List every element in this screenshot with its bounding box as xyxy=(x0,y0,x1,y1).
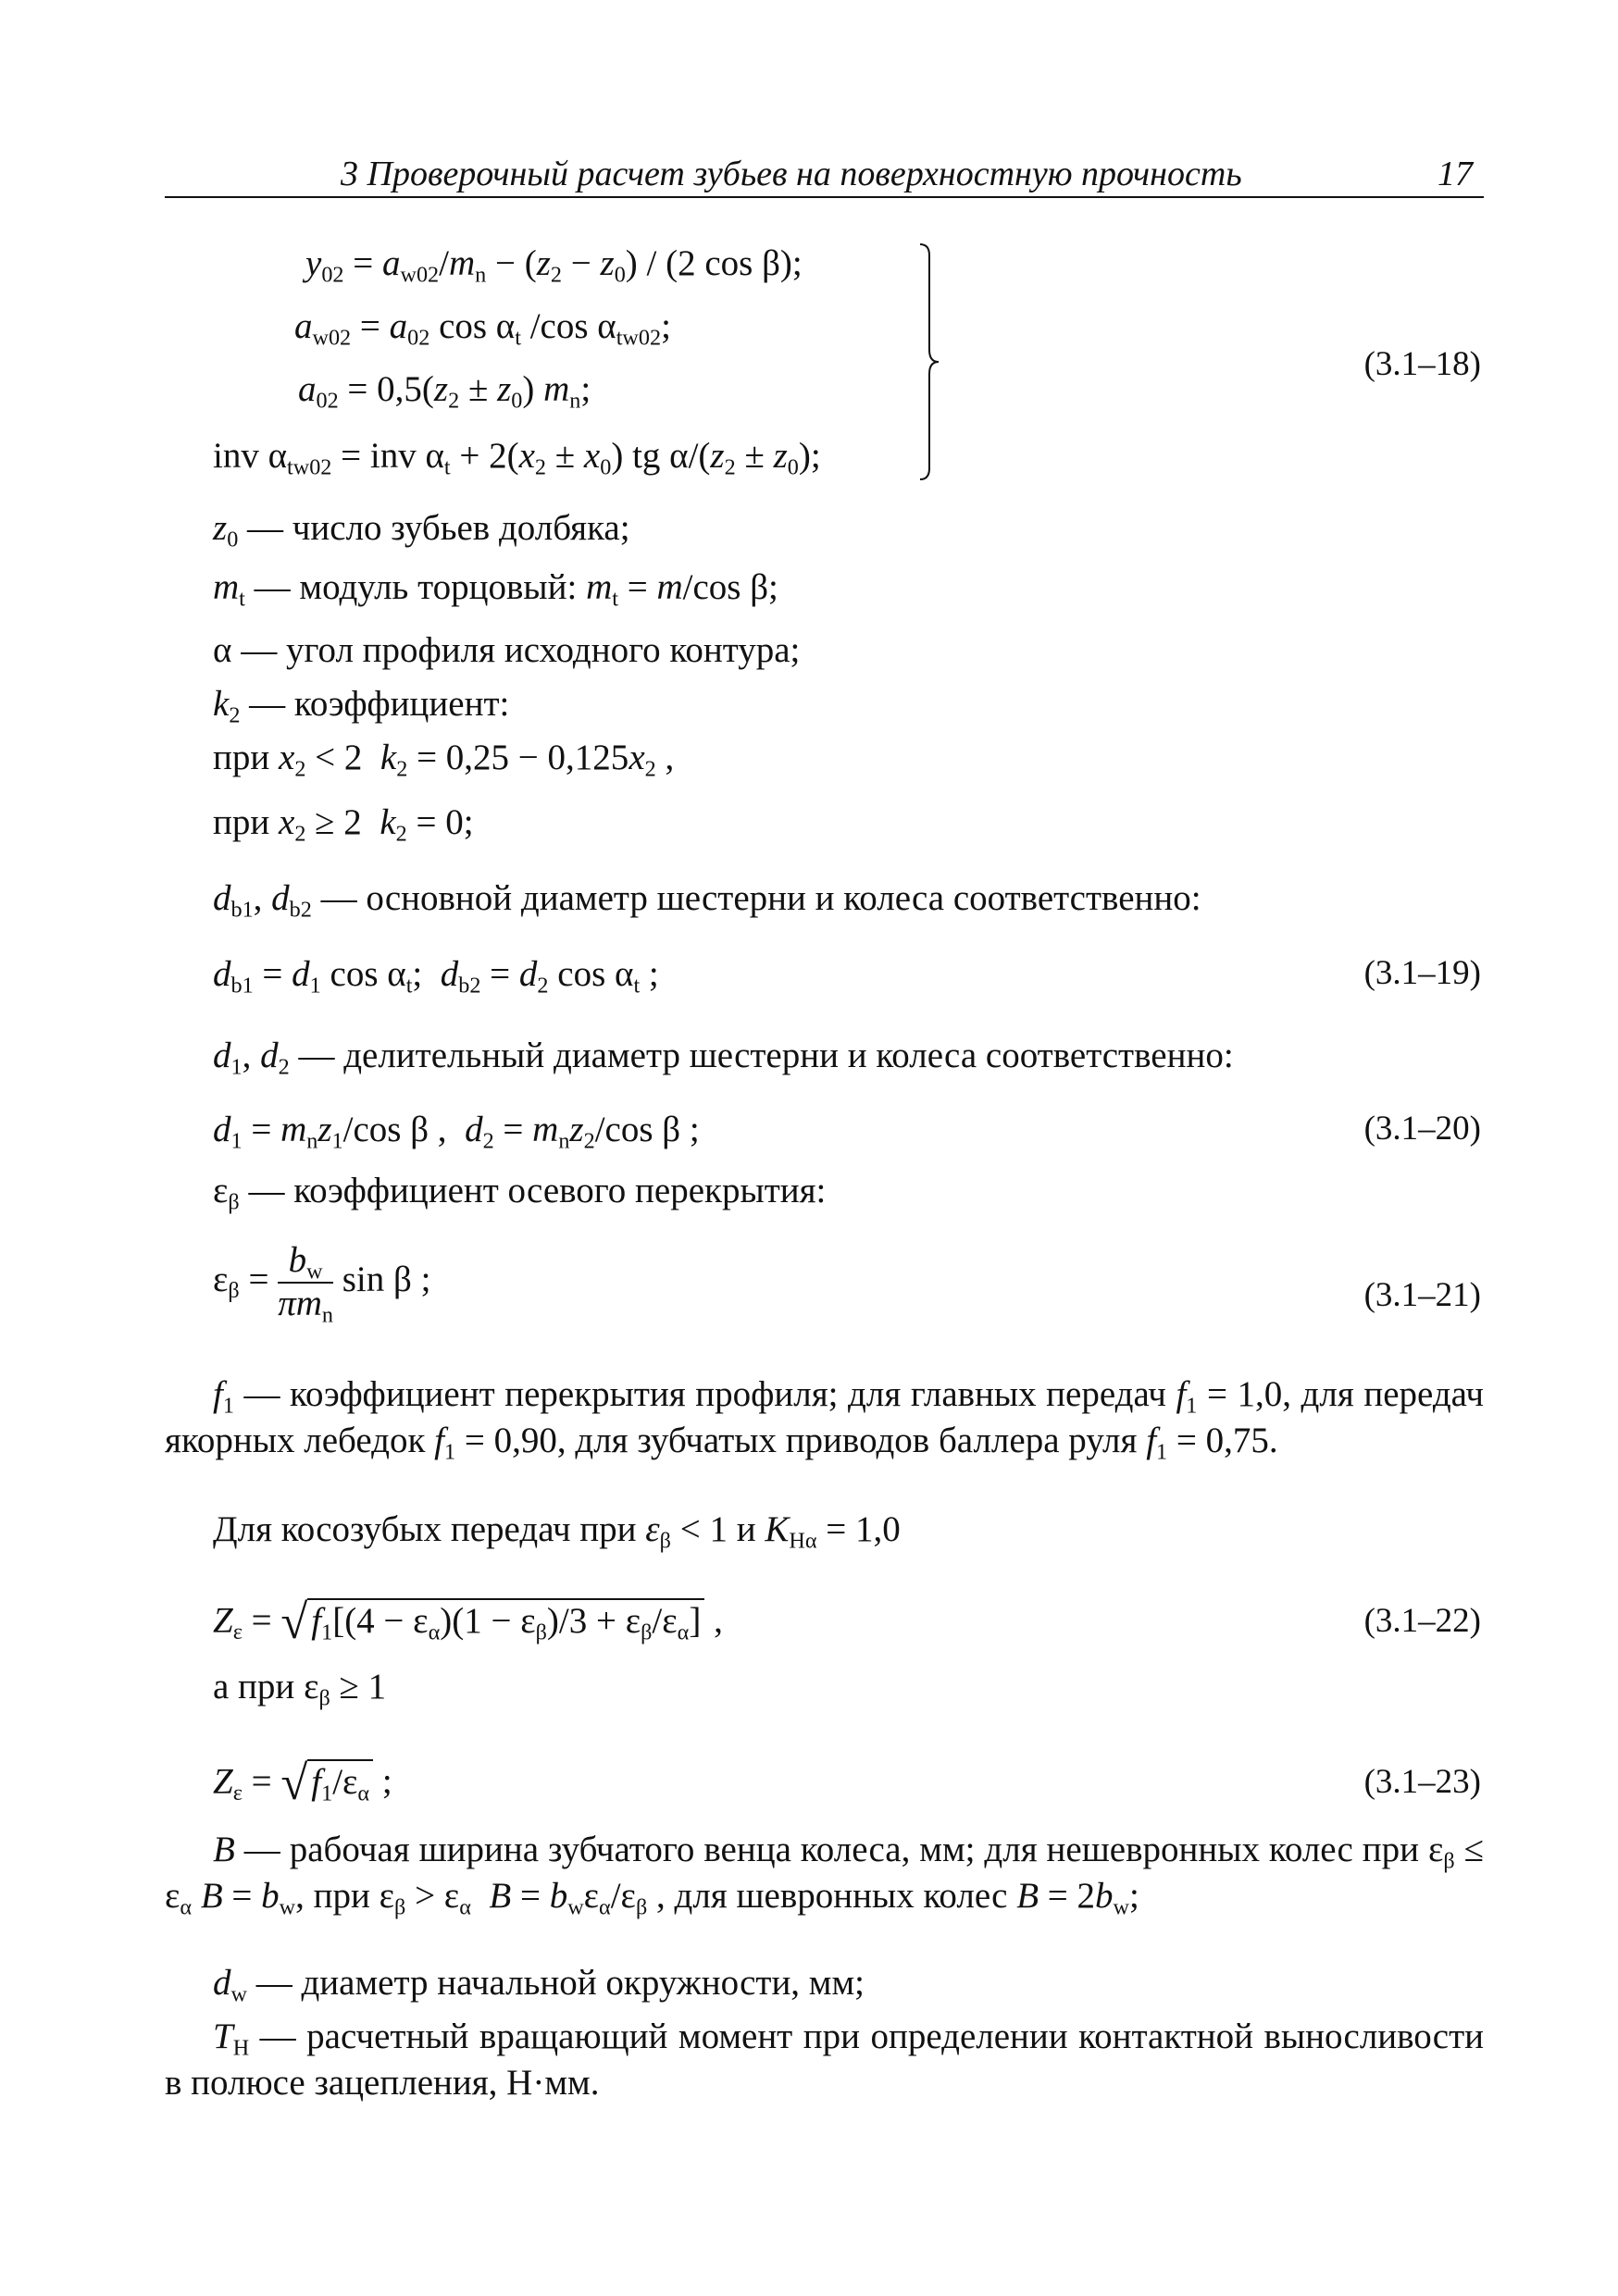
k2-case-1: при $x_2 < 2$ $k_2 = 0,25 - 0,125x_2$ , xyxy=(213,738,675,782)
header-rule xyxy=(165,196,1484,198)
formula-z-eps-22: $Z_\varepsilon$ = √ $f_1[(4 - \varepsilon_\alpha)(1 - \varepsilon_\beta)/3 + \varepsilon_\beta/\varepsilon_\alpha]$ , xyxy=(213,1595,723,1649)
f1-text-c: = 0,90, для зубчатых приводов баллера руля xyxy=(464,1421,1138,1460)
formula-d: $d_1 = m_nz_1/\cos$ β , $d_2 = m_nz_2/\cos$ β ; xyxy=(213,1110,700,1154)
dw-definition-text: — диаметр начальной окружности, мм; xyxy=(255,1963,865,2003)
equation-brace xyxy=(918,242,940,481)
b-paragraph: B — рабочая ширина зубчатого венца колеса, мм; для нешевронных колес при $\varepsilon_\beta \le \varepsilon_\alpha$ $B = b_w$, при $\varepsilon_\beta > \varepsilon_\alpha$ $B = b_w\varepsilon_\alpha/\varepsilon_\beta$ , для шевронных колес $B = 2b_w$; xyxy=(165,1830,1485,1920)
f1-text-d: = 0,75. xyxy=(1176,1421,1278,1460)
equation-number-23: (3.1–23) xyxy=(1363,1763,1481,1801)
f1-text-a: — коэффициент перекрытия профиля; для главных передач xyxy=(243,1374,1166,1414)
db-definition-text: — основной диаметр шестерни и колеса соответственно: xyxy=(320,878,1201,918)
th-text: — расчетный вращающий момент при определении контактной выносливости в полюсе зацепления, Н·мм. xyxy=(165,2017,1484,2103)
f1-paragraph: $f_1$ — коэффициент перекрытия профиля; для главных передач $f_1 = 1,0$, для передач якорных лебедок $f_1 = 0,90$, для зубчатых приводов баллера руля $f_1 = 0,75$. xyxy=(165,1374,1485,1465)
b-text-c: , для шевронных колес xyxy=(656,1876,1008,1916)
z0-definition-text: — число зубьев долбяка; xyxy=(247,508,630,548)
k2-case-2: при $x_2 \ge 2$ $k_2 = 0$; xyxy=(213,802,474,847)
and-word: и xyxy=(736,1509,756,1549)
formula-aw02: $a_{w02} = a_{02}$ $\cos \alpha_t$ /cos $\alpha_{tw02}$; xyxy=(294,306,671,351)
k2-definition-text: — коэффициент: xyxy=(249,684,510,724)
th-paragraph: $T_H$ — расчетный вращающий момент при определении контактной выносливости в полюсе зацепления, Н·мм. xyxy=(165,2017,1484,2103)
b-text-a: — рабочая ширина зубчатого венца колеса, мм; для нешевронных колес при xyxy=(243,1830,1420,1869)
formula-y02: $y_{02} = a_{w02}/m_n - (z_2 - z_0) / (2$ cos β); xyxy=(305,243,803,288)
and-when-text: а при xyxy=(213,1667,295,1706)
eps-beta-definition-text: — коэффициент осевого перекрытия: xyxy=(248,1171,827,1210)
equation-number-19: (3.1–19) xyxy=(1363,954,1481,992)
eps-beta-definition: $\varepsilon_\beta$ — коэффициент осевого перекрытия: xyxy=(213,1171,827,1215)
alpha-definition: α — угол профиля исходного контура; xyxy=(213,630,801,670)
helical-condition: Для косозубых передач при $\varepsilon_\beta < 1$ и $K_{H\alpha} = 1,0$ xyxy=(213,1509,901,1554)
formula-db: $d_{b1} = d_1$ $\cos \alpha_t$; $d_{b2} = d_2$ $\cos \alpha_t$ ; xyxy=(213,954,659,999)
page-number: 17 xyxy=(1438,155,1473,193)
when-word: при xyxy=(213,738,270,777)
dw-definition: $d_w$ — диаметр начальной окружности, мм; xyxy=(213,1963,865,2007)
f1-text-b: = 1,0, для передач якорных лебедок xyxy=(165,1374,1485,1460)
equation-number-18: (3.1–18) xyxy=(1363,345,1481,383)
b-text-b: , при xyxy=(295,1876,370,1916)
formula-eps-beta: $\varepsilon_\beta$ = $\frac{b_w}{\pi m_n}$ sin β ; xyxy=(213,1240,431,1328)
running-header-title: 3 Проверочный расчет зубьев на поверхностную прочность xyxy=(341,155,1242,193)
db-definition: $d_{b1}$, $d_{b2}$ — основной диаметр шестерни и колеса соответственно: xyxy=(213,878,1201,923)
k2-definition: $k_2$ — коэффициент: xyxy=(213,684,510,728)
d-definition: $d_1$, $d_2$ — делительный диаметр шестерни и колеса соответственно: xyxy=(213,1036,1234,1080)
when-word: при xyxy=(213,802,270,842)
formula-inv-alpha: inv $\alpha_{tw02}$ = inv $\alpha_t + 2(x_2 \pm x_0)$ tg $\alpha/(z_2 \pm z_0)$; xyxy=(213,436,821,480)
equation-number-21: (3.1–21) xyxy=(1363,1276,1481,1314)
mt-definition-text: — модуль торцовый: xyxy=(254,567,578,607)
equation-number-20: (3.1–20) xyxy=(1363,1110,1481,1148)
fraction-bw-pimn: $\frac{b_w}{\pi m_n}$ xyxy=(278,1240,333,1328)
mt-definition: $m_t$ — модуль торцовый: $m_t = m/\cos$ β; xyxy=(213,567,778,612)
z0-definition: $z_0$ — число зубьев долбяка; xyxy=(213,508,630,552)
formula-a02: $a_{02} = 0,5(z_2 \pm z_0)$ $m_n$; xyxy=(298,369,591,414)
d-definition-text: — делительный диаметр шестерни и колеса соответственно: xyxy=(298,1036,1234,1075)
alpha-definition-text: — угол профиля исходного контура; xyxy=(241,630,801,670)
equation-number-22: (3.1–22) xyxy=(1363,1602,1481,1640)
and-when-eps-beta: а при $\varepsilon_\beta \ge 1$ xyxy=(213,1667,387,1711)
formula-z-eps-23: $Z_\varepsilon$ = √ $f_1/\varepsilon_\alpha$ ; xyxy=(213,1756,392,1810)
helical-text: Для косозубых передач при xyxy=(213,1509,637,1549)
